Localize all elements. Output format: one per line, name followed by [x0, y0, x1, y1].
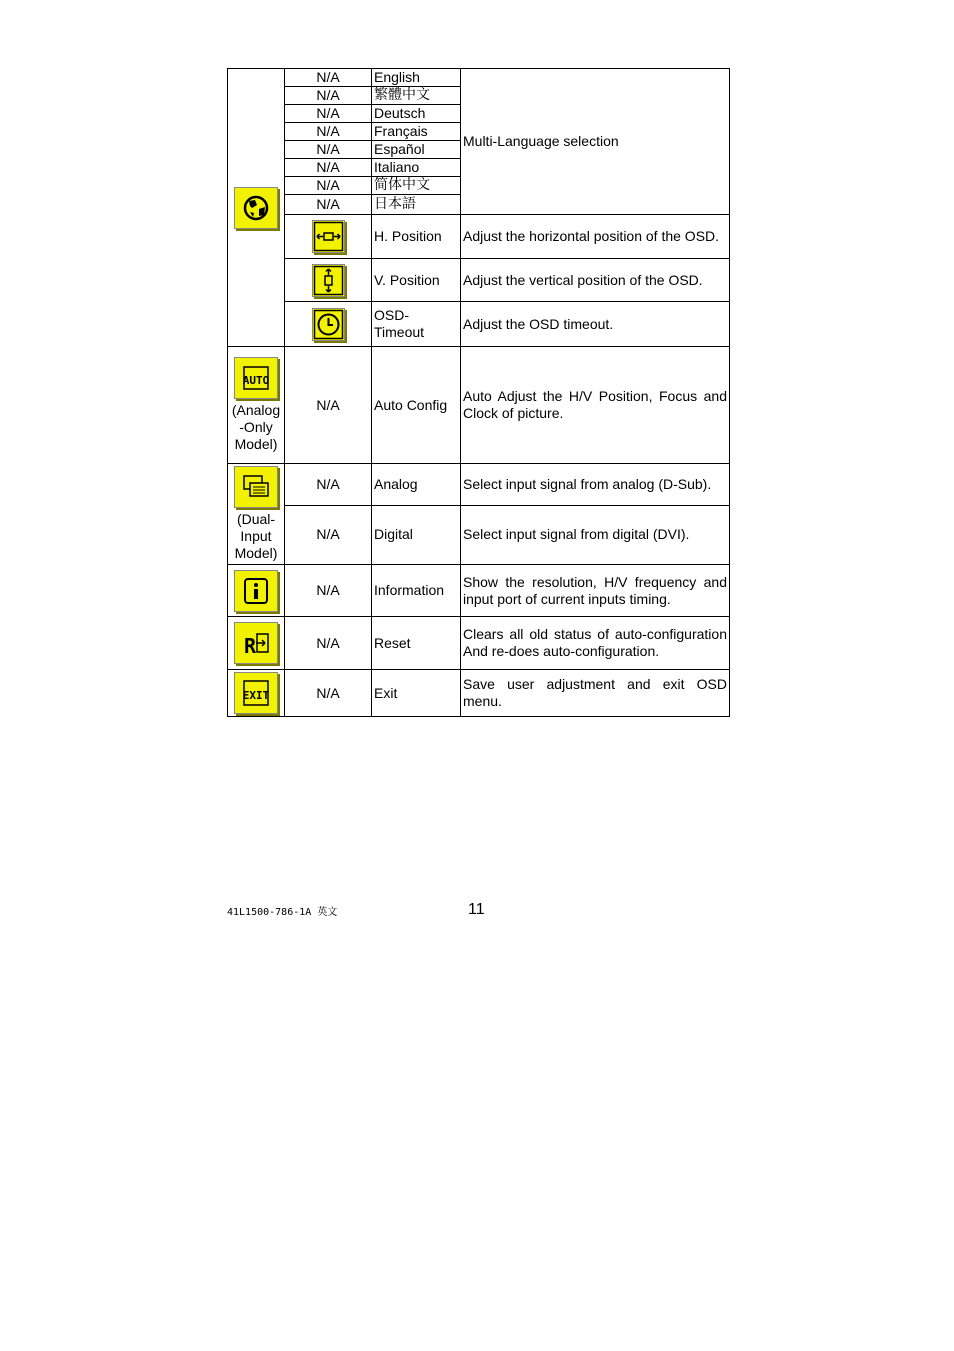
- table-row: [228, 259, 730, 302]
- digital-label: Digital: [372, 505, 461, 564]
- h-position-description: Adjust the horizontal position of the OSD.: [461, 215, 730, 259]
- language-description: Multi-Language selection: [461, 69, 730, 215]
- information-label: Information: [372, 565, 461, 617]
- osd-setup-icon-cell: [228, 69, 285, 347]
- language-code: N/A: [285, 195, 372, 215]
- table-row: [228, 565, 730, 617]
- information-description: Show the resolution, H/V frequency and input port of current inputs timing.: [461, 565, 730, 617]
- clock-icon: [312, 308, 345, 341]
- language-code: N/A: [285, 87, 372, 105]
- exit-description: Save user adjustment and exit OSD menu.: [461, 670, 730, 717]
- table-row: [228, 215, 730, 259]
- osd-function-table-container: [227, 68, 729, 717]
- svg-text:AUTO: AUTO: [242, 374, 270, 387]
- osd-timeout-label: OSD- Timeout: [372, 302, 461, 347]
- h-position-label: H. Position: [372, 215, 461, 259]
- table-row: [228, 464, 730, 506]
- reset-code: N/A: [285, 617, 372, 670]
- language-code: N/A: [285, 105, 372, 123]
- analog-description: Select input signal from analog (D-Sub).: [461, 464, 730, 506]
- h-position-icon: [312, 220, 345, 253]
- table-row: [228, 302, 730, 347]
- auto-icon: [234, 357, 278, 399]
- table-row: [228, 617, 730, 670]
- reset-icon: [234, 622, 278, 664]
- language-code: N/A: [285, 159, 372, 177]
- language-option-german: Deutsch: [372, 105, 461, 123]
- auto-config-icon-cell: [228, 347, 285, 464]
- table-row: [228, 505, 730, 564]
- info-icon: [234, 570, 278, 612]
- exit-icon-cell: [228, 670, 285, 717]
- dual-input-note: (Dual- Input Model): [234, 511, 278, 561]
- osd-timeout-icon-cell: [285, 302, 372, 347]
- table-row: [228, 670, 730, 717]
- analog-code: N/A: [285, 464, 372, 506]
- h-position-icon-cell: [285, 215, 372, 259]
- v-position-label: V. Position: [372, 259, 461, 302]
- exit-code: N/A: [285, 670, 372, 717]
- globe-icon: [234, 187, 278, 229]
- reset-label: Reset: [372, 617, 461, 670]
- language-code: N/A: [285, 141, 372, 159]
- information-code: N/A: [285, 565, 372, 617]
- exit-icon: [234, 672, 278, 714]
- table-row: [228, 347, 730, 464]
- analog-label: Analog: [372, 464, 461, 506]
- exit-label: Exit: [372, 670, 461, 717]
- auto-config-code: N/A: [285, 347, 372, 464]
- language-option-italian: Italiano: [372, 159, 461, 177]
- auto-config-label: Auto Config: [372, 347, 461, 464]
- svg-text:EXIT: EXIT: [242, 689, 270, 702]
- page-number: 11: [468, 901, 485, 918]
- reset-icon-cell: [228, 617, 285, 670]
- v-position-icon: [312, 264, 345, 297]
- auto-config-description: Auto Adjust the H/V Position, Focus and Clock of picture.: [461, 347, 730, 464]
- input-source-icon: [234, 466, 278, 508]
- language-code: N/A: [285, 69, 372, 87]
- information-icon-cell: [228, 565, 285, 617]
- language-option-spanish: Español: [372, 141, 461, 159]
- language-option-simplified-chinese: 简体中文: [372, 177, 461, 195]
- digital-description: Select input signal from digital (DVI).: [461, 505, 730, 564]
- language-option-french: Français: [372, 123, 461, 141]
- analog-only-note: (Analog -Only Model): [231, 402, 281, 452]
- document-code: 41L1500-786-1A 英文: [227, 907, 338, 918]
- table-row: [228, 69, 730, 87]
- language-code: N/A: [285, 123, 372, 141]
- language-option-english: English: [372, 69, 461, 87]
- language-code: N/A: [285, 177, 372, 195]
- osd-function-table: [227, 68, 730, 717]
- language-option-traditional-chinese: 繁體中文: [372, 87, 461, 105]
- digital-code: N/A: [285, 505, 372, 564]
- language-option-japanese: 日本語: [372, 195, 461, 215]
- reset-description: Clears all old status of auto-configuration And re-does auto-configuration.: [461, 617, 730, 670]
- osd-timeout-description: Adjust the OSD timeout.: [461, 302, 730, 347]
- v-position-icon-cell: [285, 259, 372, 302]
- input-select-icon-cell: [228, 464, 285, 565]
- v-position-description: Adjust the vertical position of the OSD.: [461, 259, 730, 302]
- svg-text:R: R: [244, 634, 257, 658]
